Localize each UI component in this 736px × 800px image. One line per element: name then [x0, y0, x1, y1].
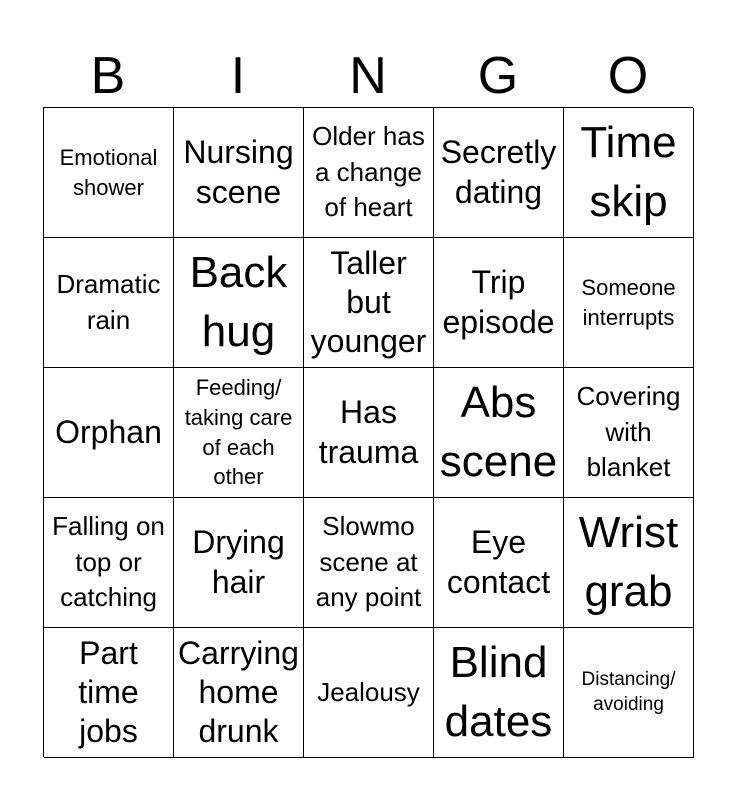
bingo-cell-label: Eye contact	[446, 524, 551, 600]
header-letter-i: I	[230, 47, 246, 105]
bingo-cell-label: Wrist grab	[578, 508, 679, 616]
bingo-cell[interactable]	[564, 498, 694, 628]
header-letter-b: B	[90, 47, 126, 105]
bingo-cell[interactable]	[174, 498, 304, 628]
header-letter-n: N	[349, 47, 387, 105]
bingo-cell-label: Back hug	[189, 248, 288, 356]
bingo-cell-label: Abs scene	[439, 378, 558, 486]
bingo-cell-label: Older has a change of heart	[312, 120, 425, 223]
bingo-cell[interactable]	[304, 238, 434, 368]
bingo-cell[interactable]	[44, 108, 174, 238]
bingo-cell-label: Blind dates	[444, 638, 553, 746]
bingo-cell-label: Emotional shower	[59, 144, 158, 200]
bingo-cell[interactable]	[434, 108, 564, 238]
bingo-cell-label: Dramatic rain	[56, 268, 161, 335]
bingo-header	[43, 44, 693, 108]
bingo-cell-label: Feeding/ taking care of each other	[184, 375, 293, 490]
bingo-cell[interactable]	[304, 368, 434, 498]
bingo-cell[interactable]	[44, 238, 174, 368]
bingo-cell-label: Part time jobs	[78, 634, 139, 750]
bingo-cell[interactable]	[174, 368, 304, 498]
bingo-cell[interactable]	[44, 628, 174, 758]
bingo-cell-label: Covering with blanket	[576, 380, 681, 483]
header-letter-g: G	[477, 47, 519, 105]
bingo-cell[interactable]	[564, 368, 694, 498]
header-letter-o: O	[607, 47, 649, 105]
bingo-cell-label: Someone interrupts	[581, 274, 676, 330]
bingo-cell-label: Distancing/ avoiding	[581, 669, 676, 715]
bingo-cell[interactable]	[174, 238, 304, 368]
bingo-grid	[43, 107, 693, 757]
bingo-cell-label: Trip episode	[442, 264, 555, 340]
bingo-cell[interactable]	[564, 108, 694, 238]
bingo-cell[interactable]	[564, 628, 694, 758]
bingo-cell-label: Nursing scene	[183, 134, 294, 210]
bingo-cell[interactable]	[434, 368, 564, 498]
bingo-cell[interactable]	[434, 628, 564, 758]
bingo-cell-label: Secretly dating	[440, 134, 557, 210]
bingo-cell-label: Taller but younger	[310, 244, 427, 360]
bingo-cell-label: Orphan	[55, 413, 162, 450]
bingo-cell-label: Carrying home drunk	[178, 634, 299, 750]
bingo-cell-label: Drying hair	[192, 524, 285, 600]
bingo-cell[interactable]	[304, 108, 434, 238]
bingo-cell-label: Time skip	[580, 118, 677, 226]
bingo-cell-label: Has trauma	[318, 394, 419, 470]
bingo-cell[interactable]	[304, 498, 434, 628]
bingo-cell[interactable]	[434, 238, 564, 368]
bingo-cell-label: Jealousy	[317, 676, 420, 707]
bingo-cell[interactable]	[564, 238, 694, 368]
bingo-cell[interactable]	[174, 108, 304, 238]
bingo-cell[interactable]	[44, 368, 174, 498]
bingo-cell-label: Slowmo scene at any point	[315, 510, 422, 613]
bingo-cell[interactable]	[44, 498, 174, 628]
bingo-cell[interactable]	[434, 498, 564, 628]
bingo-cell[interactable]	[304, 628, 434, 758]
bingo-cell-label: Falling on top or catching	[52, 510, 165, 613]
bingo-cell[interactable]	[174, 628, 304, 758]
